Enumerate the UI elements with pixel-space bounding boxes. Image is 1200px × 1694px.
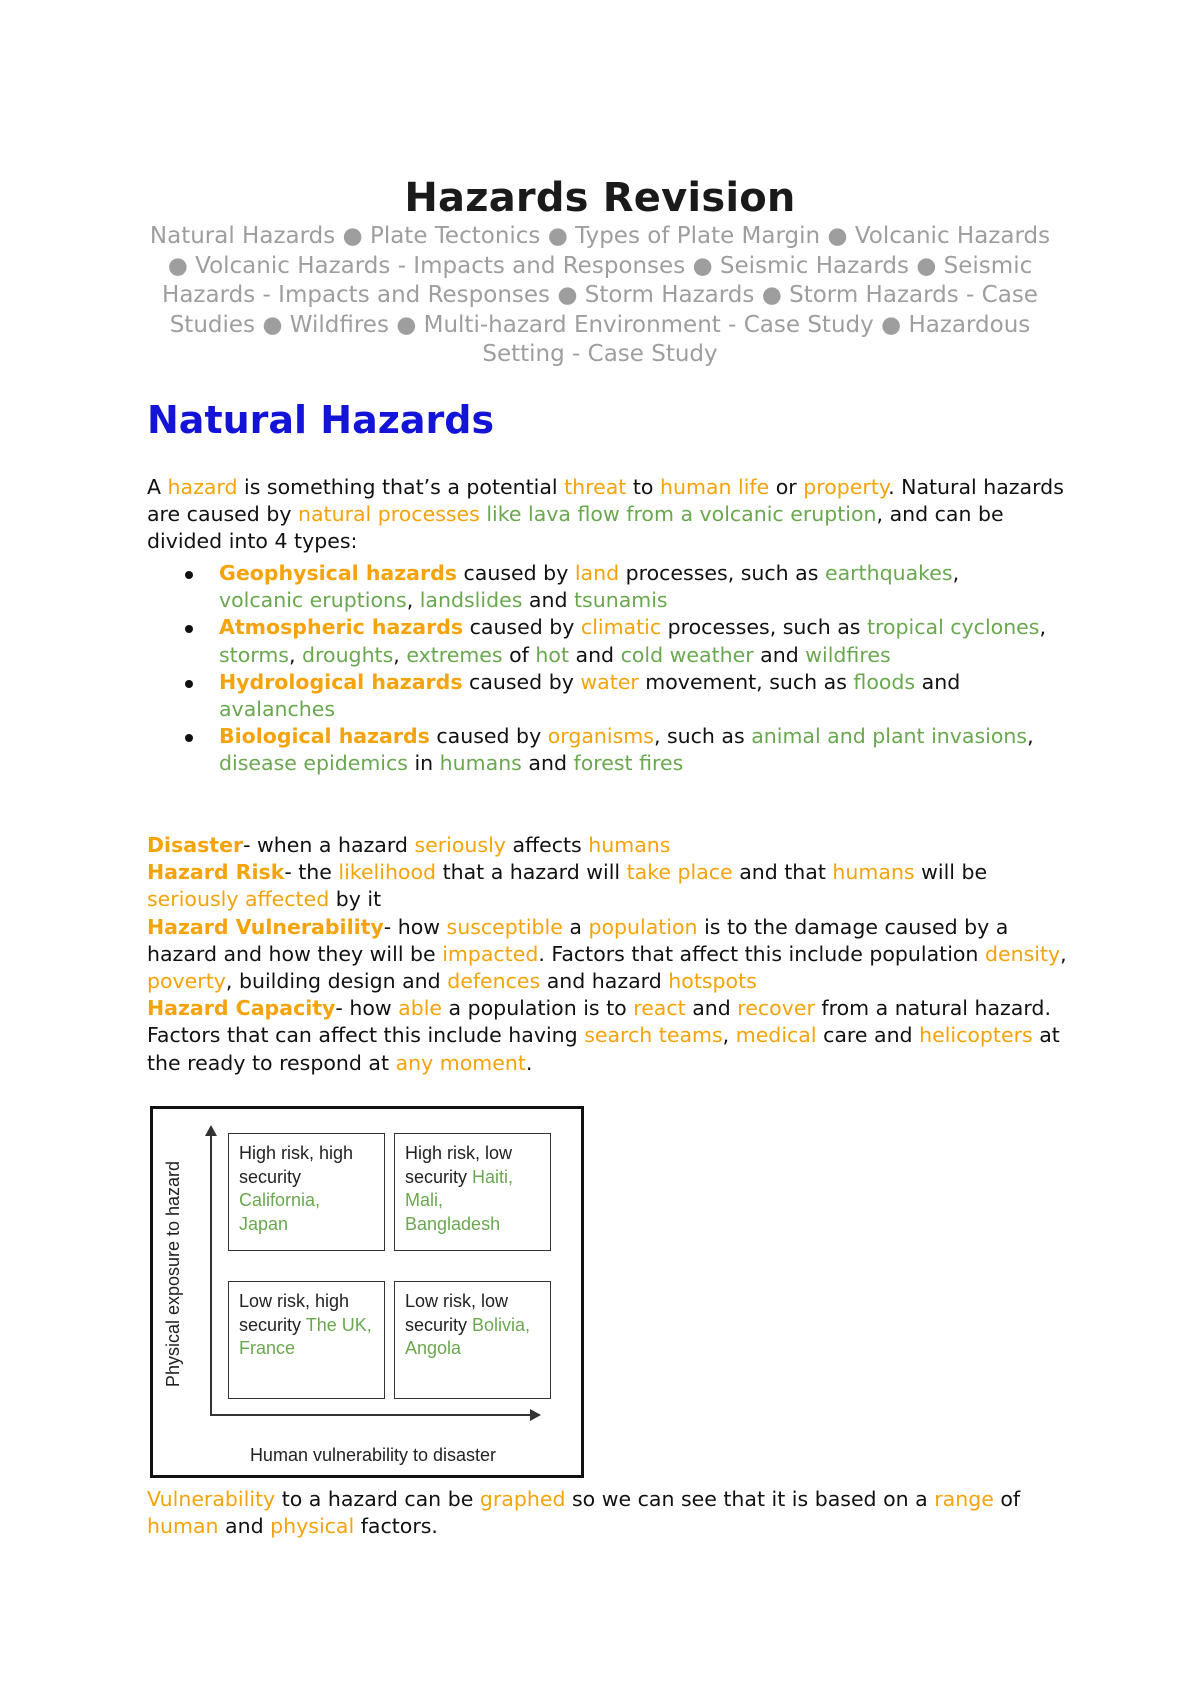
key-word: susceptible (446, 914, 563, 939)
text-run: . Natural hazards are caused by (147, 475, 1064, 527)
quadrant-examples: Haiti, Mali, Bangladesh (405, 1166, 514, 1234)
text-run: and (521, 751, 574, 776)
key-word: land (574, 561, 620, 585)
text-run: caused by (462, 669, 581, 694)
key-word: impacted (442, 941, 539, 966)
text-run: and (915, 669, 961, 694)
list-item (147, 723, 1047, 777)
quadrant-label: High risk, high security (239, 1143, 354, 1187)
text-run: - when a hazard (243, 833, 415, 857)
text-run: , (1039, 615, 1047, 640)
toc-link[interactable]: Plate Tectonics (369, 223, 541, 249)
text-run: , (288, 642, 303, 667)
example-text: landslides (419, 588, 523, 613)
text-run: in (407, 751, 440, 776)
text-run: or (769, 475, 804, 499)
key-word: physical (270, 1514, 355, 1539)
text-run: caused by (429, 724, 548, 749)
toc-separator: ● (540, 223, 576, 249)
quadrant-label: High risk, low security (405, 1143, 513, 1187)
text-run: processes, such as (661, 615, 867, 640)
key-word: humans (832, 860, 915, 885)
quadrant-label: Low risk, low security (405, 1291, 509, 1335)
list-item (147, 560, 1047, 614)
text-run: to a hazard can be (275, 1487, 480, 1511)
text-run: and (522, 588, 574, 613)
text-run: and (568, 642, 621, 667)
text-run: . Factors that affect this include population (538, 941, 985, 966)
key-word: property (803, 475, 889, 499)
text-run: and (685, 996, 738, 1021)
definition-hazard-vulnerability (147, 914, 1077, 996)
toc-separator: ● (685, 252, 720, 279)
text-run: is something that’s a potential (237, 475, 565, 499)
key-word: natural processes (297, 502, 480, 527)
key-word: humans (588, 833, 671, 857)
list-item (147, 614, 1047, 668)
text-run: , (722, 1023, 736, 1048)
text-run: , and can be divided into 4 types: (147, 502, 1004, 554)
text-run: and (753, 642, 806, 667)
text-run: from a natural hazard. Factors that can affect this include having (147, 996, 1051, 1048)
toc-link[interactable]: Storm Hazards - Case Studies (169, 282, 1038, 338)
text-run: - how (335, 996, 399, 1021)
example-text: floods (853, 669, 916, 694)
text-run: , (393, 642, 407, 667)
example-text: hot (535, 642, 569, 667)
figure-caption (147, 1486, 1077, 1540)
text-run: caused by (463, 615, 581, 640)
text-run: affects (505, 833, 589, 857)
example-text: earthquakes (824, 561, 953, 585)
key-word: search teams (584, 1023, 723, 1048)
page-title: Hazards Revision (404, 174, 796, 221)
toc-link[interactable]: Storm Hazards (584, 282, 755, 308)
text-run: , (1027, 724, 1034, 749)
example-text: volcanic eruptions (219, 588, 407, 613)
toc-separator: ● (550, 282, 585, 308)
key-word: able (398, 996, 443, 1021)
toc-separator: ● (167, 252, 196, 279)
toc-link[interactable]: Multi-hazard Environment - Case Study (423, 311, 874, 338)
example-text: tsunamis (573, 588, 668, 613)
text-run: will be (914, 860, 988, 885)
toc-link[interactable]: Natural Hazards (149, 223, 336, 249)
definition-disaster (147, 832, 1077, 859)
key-word: any moment (395, 1050, 526, 1075)
key-word: hotspots (668, 969, 757, 994)
text-run: factors. (354, 1514, 438, 1539)
text-run: - the (284, 860, 339, 885)
key-word: react (633, 996, 686, 1021)
key-word: recover (737, 996, 815, 1021)
example-text: tropical cyclones (866, 615, 1040, 640)
text-run: to (626, 475, 660, 499)
key-word: population (588, 914, 698, 939)
text-run: at the ready to respond at (147, 1023, 1060, 1075)
key-term: Hazard Capacity (147, 996, 336, 1021)
text-run: caused by (457, 561, 575, 585)
text-run: , (1060, 941, 1067, 966)
toc-separator: ● (335, 223, 370, 249)
x-axis (210, 1414, 532, 1416)
definition-hazard-risk (147, 859, 1077, 913)
key-word: defences (447, 969, 541, 994)
key-word: take place (626, 860, 733, 885)
example-text: cold weather (620, 642, 754, 667)
example-text: animal and plant invasions (751, 724, 1028, 749)
text-run: and that (732, 860, 833, 885)
text-run: is to the damage caused by a hazard and how they will be (147, 914, 1009, 966)
key-word: human (147, 1514, 219, 1539)
key-word: hazard (167, 475, 238, 499)
toc-link[interactable]: Seismic Hazards - Impacts and Responses (162, 252, 1033, 308)
toc-separator: ● (820, 223, 855, 249)
toc-separator: ● (873, 311, 909, 338)
toc-separator: ● (255, 311, 290, 338)
text-run: processes, such as (619, 561, 825, 585)
example-text: like lava flow from a volcanic eruption (479, 502, 877, 527)
y-axis-label: Physical exposure to hazard (163, 1160, 183, 1388)
text-run: of (502, 642, 536, 667)
example-text: wildfires (805, 642, 891, 667)
key-word: climatic (580, 615, 662, 640)
text-run: of (993, 1487, 1021, 1511)
quadrant-high-risk-low-security (394, 1133, 551, 1251)
text-run: movement, such as (638, 669, 854, 694)
toc-separator: ● (754, 282, 790, 308)
quadrant-low-risk-high-security (228, 1281, 385, 1399)
y-axis (210, 1134, 212, 1416)
key-term: Biological hazards (219, 724, 430, 749)
text-run: - how (383, 914, 447, 939)
key-word: human life (659, 475, 770, 499)
key-word: graphed (479, 1487, 566, 1511)
text-run: and (218, 1514, 271, 1539)
key-term: Geophysical hazards (219, 561, 458, 585)
definition-hazard-capacity (147, 995, 1077, 1077)
key-word: seriously affected (147, 887, 330, 912)
risk-vulnerability-diagram (150, 1106, 584, 1478)
key-word: poverty (147, 969, 226, 994)
key-word: water (580, 669, 639, 694)
quadrant-examples: California, Japan (239, 1190, 321, 1234)
text-run: care and (816, 1023, 920, 1048)
example-text: forest fires (573, 751, 684, 776)
quadrant-examples: Bolivia, Angola (405, 1314, 531, 1358)
text-run: by it (329, 887, 382, 912)
example-text: avalanches (219, 697, 336, 722)
table-of-contents (140, 222, 1060, 370)
key-word: medical (735, 1023, 817, 1048)
example-text: extremes (406, 642, 503, 667)
text-run: , (406, 588, 420, 613)
toc-link[interactable]: Volcanic Hazards - Impacts and Responses (195, 252, 686, 279)
text-run: . (525, 1050, 533, 1075)
hazard-types-list (147, 560, 1047, 778)
key-word: seriously (414, 833, 506, 857)
key-term: Hazard Vulnerability (147, 914, 384, 939)
definitions (147, 832, 1077, 1077)
example-text: droughts (302, 642, 394, 667)
key-term: Hydrological hazards (219, 669, 463, 694)
toc-separator: ● (908, 252, 944, 279)
text-run: a population is to (442, 996, 634, 1021)
example-text: storms (219, 642, 289, 667)
intro-paragraph (147, 474, 1077, 556)
quadrant-low-risk-low-security (394, 1281, 551, 1399)
text-run: a (562, 914, 589, 939)
text-run: that a hazard will (436, 860, 627, 885)
quadrant-label: Low risk, high security (239, 1291, 350, 1335)
example-text: disease epidemics (219, 751, 408, 776)
toc-link[interactable]: Types of Plate Margin (575, 223, 821, 249)
toc-link[interactable]: Seismic Hazards (719, 252, 909, 279)
text-run: A (147, 475, 168, 499)
example-text: humans (439, 751, 522, 776)
key-word: organisms (547, 724, 654, 749)
text-run: , (952, 561, 960, 585)
x-axis-label: Human vulnerability to disaster (249, 1445, 497, 1465)
text-run: , building design and (225, 969, 448, 994)
text-run: so we can see that it is based on a (565, 1487, 935, 1511)
text-run: , such as (653, 724, 752, 749)
toc-separator: ● (388, 311, 424, 338)
key-term: Atmospheric hazards (219, 615, 464, 640)
key-term: Disaster (147, 833, 244, 857)
quadrant-examples: The UK, France (239, 1314, 372, 1358)
key-term: Hazard Risk (147, 860, 285, 885)
section-heading: Natural Hazards (147, 398, 495, 442)
quadrant-high-risk-high-security (228, 1133, 385, 1251)
key-word: range (934, 1487, 994, 1511)
x-axis-arrow (530, 1409, 541, 1421)
list-item (147, 669, 1047, 723)
key-word: Vulnerability (147, 1487, 276, 1511)
key-word: helicopters (919, 1023, 1033, 1048)
toc-link[interactable]: Hazardous Setting - Case Study (482, 311, 1031, 367)
toc-link[interactable]: Volcanic Hazards (854, 223, 1051, 249)
text-run: and hazard (540, 969, 669, 994)
key-word: threat (564, 475, 627, 499)
toc-link[interactable]: Wildfires (289, 311, 389, 338)
key-word: likelihood (338, 860, 437, 885)
key-word: density (984, 941, 1061, 966)
